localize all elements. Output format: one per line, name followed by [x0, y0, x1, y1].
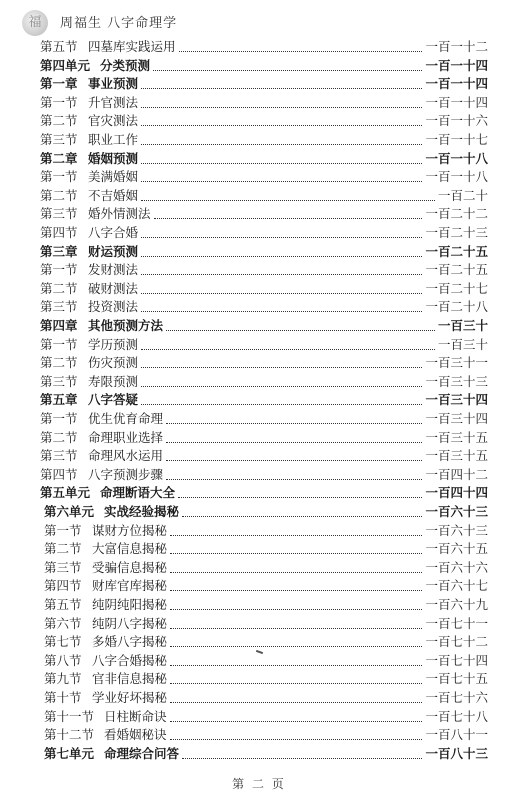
- dot-leader: [141, 106, 422, 108]
- toc-entry: [0, 689, 518, 707]
- toc-entry-title: 投资测法: [88, 299, 139, 315]
- toc-entry-number: 第一节: [40, 262, 78, 278]
- toc-entry-page: 一百六十七: [425, 578, 488, 594]
- toc-entry-number: 第四节: [44, 578, 82, 594]
- dot-leader: [141, 180, 422, 182]
- toc-entry: [0, 298, 518, 316]
- toc-entry-number: 第三节: [40, 299, 78, 315]
- dot-leader: [170, 534, 422, 536]
- toc-entry-title: 学历预测: [88, 336, 139, 352]
- toc-entry: [0, 596, 518, 614]
- toc-entry: [0, 745, 518, 763]
- dot-leader: [170, 664, 422, 666]
- toc-entry: [0, 726, 518, 744]
- toc-entry-number: 第七节: [44, 634, 82, 650]
- dot-leader: [170, 627, 422, 629]
- toc-entry-number: 第五节: [40, 39, 78, 54]
- toc-entry: [0, 75, 518, 93]
- toc-entry-number: 第一节: [40, 169, 78, 185]
- toc-entry: [0, 317, 518, 335]
- toc-entry: [0, 94, 518, 112]
- toc-entry-title: 多婚八字揭秘: [92, 634, 168, 650]
- table-of-contents: [0, 38, 518, 763]
- toc-entry-page: 一百三十五: [425, 448, 488, 464]
- toc-entry-page: 一百三十一: [425, 355, 488, 371]
- toc-entry: [0, 57, 518, 75]
- toc-entry-page: 一百二十: [437, 187, 488, 203]
- toc-entry-page: 一百六十六: [425, 559, 488, 575]
- toc-entry-page: 一百四十二: [425, 466, 488, 482]
- toc-entry-title: 官灾测法: [88, 113, 139, 129]
- toc-entry: [0, 503, 518, 521]
- toc-entry: [0, 429, 518, 447]
- toc-entry-page: 一百六十五: [425, 541, 488, 557]
- toc-entry: [0, 633, 518, 651]
- dot-leader: [141, 366, 422, 368]
- dot-leader: [141, 348, 435, 350]
- dot-leader: [141, 273, 422, 275]
- toc-entry-number: 第四节: [40, 466, 78, 482]
- toc-entry-title: 命理风水运用: [88, 448, 164, 464]
- toc-entry-page: 一百二十八: [425, 299, 488, 315]
- toc-entry: [0, 187, 518, 205]
- dot-leader: [170, 552, 422, 554]
- toc-entry-number: 第一节: [44, 522, 82, 538]
- toc-entry: [0, 708, 518, 726]
- toc-entry-page: 一百四十四: [425, 485, 488, 501]
- dot-leader: [178, 496, 422, 498]
- toc-entry-number: 第二节: [40, 429, 78, 445]
- toc-entry-number: 第九节: [44, 671, 82, 687]
- toc-entry-page: 一百二十五: [425, 243, 488, 259]
- dot-leader: [170, 608, 422, 610]
- toc-entry: [0, 540, 518, 558]
- toc-entry-title: 大富信息揭秘: [92, 541, 168, 557]
- toc-entry-number: 第六单元: [44, 504, 95, 519]
- toc-entry-number: 第八节: [44, 652, 82, 668]
- toc-entry-number: 第四节: [40, 225, 78, 240]
- toc-entry-page: 一百三十四: [425, 411, 488, 426]
- toc-entry-number: 第五章: [40, 392, 78, 408]
- toc-entry-page: 一百二十七: [425, 280, 488, 296]
- toc-entry-page: 一百一十七: [425, 132, 488, 147]
- dot-leader: [170, 701, 422, 703]
- toc-entry-title: 财运预测: [88, 243, 139, 259]
- toc-entry-number: 第三节: [40, 206, 78, 222]
- toc-entry: [0, 131, 518, 149]
- toc-entry: [0, 205, 518, 223]
- toc-entry-page: 一百八十一: [425, 727, 488, 743]
- toc-entry-title: 命理职业选择: [88, 429, 164, 445]
- dot-leader: [166, 441, 422, 443]
- toc-entry-number: 第一节: [40, 336, 78, 352]
- dot-leader: [141, 255, 422, 257]
- toc-entry: [0, 336, 518, 354]
- toc-entry: [0, 354, 518, 372]
- dot-leader: [170, 682, 422, 684]
- dot-leader: [166, 329, 435, 331]
- toc-entry-number: 第十一节: [44, 708, 95, 724]
- dot-leader: [170, 645, 422, 647]
- toc-entry-number: 第二节: [40, 187, 78, 203]
- dot-leader: [141, 236, 422, 238]
- toc-entry-page: 一百一十四: [425, 94, 488, 110]
- toc-entry-page: 一百八十三: [425, 745, 488, 761]
- toc-entry-title: 不吉婚姻: [88, 187, 139, 203]
- dot-leader: [141, 87, 422, 89]
- toc-entry-number: 第四单元: [40, 57, 91, 73]
- toc-entry-page: 一百七十二: [425, 634, 488, 650]
- toc-entry-number: 第十二节: [44, 727, 95, 743]
- toc-entry-number: 第十节: [44, 690, 82, 705]
- dot-leader: [182, 515, 422, 517]
- toc-entry-page: 一百七十一: [425, 615, 488, 631]
- toc-entry: [0, 615, 518, 633]
- toc-entry-title: 职业工作: [88, 132, 139, 147]
- dot-leader: [166, 422, 422, 424]
- dot-leader: [141, 199, 435, 201]
- publisher-seal-logo: 福: [22, 10, 48, 36]
- toc-entry-number: 第二节: [40, 113, 78, 129]
- toc-entry-title: 谋财方位揭秘: [92, 522, 168, 538]
- toc-entry: [0, 484, 518, 502]
- toc-entry-number: 第三节: [40, 373, 78, 389]
- dot-leader: [166, 478, 422, 480]
- toc-entry: [0, 559, 518, 577]
- toc-entry-page: 一百三十: [437, 318, 488, 333]
- dot-leader: [182, 757, 422, 759]
- dot-leader: [154, 217, 423, 219]
- toc-entry: [0, 243, 518, 261]
- toc-entry-page: 一百二十二: [425, 206, 488, 222]
- toc-entry: [0, 168, 518, 186]
- toc-entry-number: 第二节: [40, 280, 78, 296]
- toc-entry: [0, 577, 518, 595]
- page-number-footer: 第 二 页: [232, 777, 286, 791]
- toc-entry-number: 第三节: [40, 132, 78, 147]
- dot-leader: [170, 571, 422, 573]
- toc-entry-page: 一百二十五: [425, 262, 488, 278]
- toc-entry-title: 受骗信息揭秘: [92, 559, 168, 575]
- toc-entry-number: 第六节: [44, 615, 82, 631]
- toc-entry-title: 美满婚姻: [88, 169, 139, 185]
- toc-entry-page: 一百一十四: [425, 57, 488, 73]
- toc-entry-page: 一百一十八: [425, 150, 488, 166]
- toc-entry-title: 其他预测方法: [88, 318, 164, 333]
- dot-leader: [170, 738, 423, 740]
- toc-entry: [0, 280, 518, 298]
- toc-entry-page: 一百三十五: [425, 429, 488, 445]
- toc-entry-title: 官非信息揭秘: [92, 671, 168, 687]
- toc-entry-title: 实战经验揭秘: [104, 504, 180, 519]
- toc-entry-page: 一百一十六: [425, 113, 488, 129]
- dot-leader: [141, 403, 422, 405]
- toc-entry-page: 一百七十五: [425, 671, 488, 687]
- toc-entry-title: 破财测法: [88, 280, 139, 296]
- toc-entry-title: 事业预测: [88, 76, 139, 92]
- running-header-title: 周福生 八字命理学: [60, 16, 178, 31]
- toc-entry: [0, 224, 518, 242]
- toc-entry-title: 财库官库揭秘: [92, 578, 168, 594]
- toc-entry-title: 伤灾预测: [88, 355, 139, 371]
- toc-entry: [0, 466, 518, 484]
- toc-entry: [0, 38, 518, 56]
- toc-entry: [0, 373, 518, 391]
- toc-entry-page: 一百七十四: [425, 652, 488, 668]
- toc-entry-number: 第三节: [44, 559, 82, 575]
- dot-leader: [153, 69, 422, 71]
- dot-leader: [179, 50, 423, 52]
- dot-leader: [141, 162, 422, 164]
- toc-entry-title: 命理综合问答: [104, 745, 180, 761]
- toc-entry: [0, 391, 518, 409]
- toc-entry-title: 八字合婚: [88, 225, 139, 240]
- dot-leader: [170, 589, 422, 591]
- toc-entry: [0, 112, 518, 130]
- toc-entry-title: 纯阴纯阳揭秘: [92, 597, 168, 612]
- dot-leader: [141, 385, 422, 387]
- toc-entry-page: 一百一十二: [425, 39, 488, 54]
- dot-leader: [141, 310, 422, 312]
- toc-entry-title: 学业好坏揭秘: [92, 690, 168, 705]
- toc-entry: [0, 261, 518, 279]
- toc-entry: [0, 150, 518, 168]
- toc-entry-title: 日柱断命诀: [104, 708, 167, 724]
- toc-entry-page: 一百三十三: [425, 373, 488, 389]
- dot-leader: [141, 143, 422, 145]
- toc-entry: [0, 652, 518, 670]
- toc-entry-title: 八字预测步骤: [88, 466, 164, 482]
- toc-entry-page: 一百六十三: [425, 522, 488, 538]
- toc-entry-number: 第三节: [40, 448, 78, 464]
- toc-entry-title: 分类预测: [100, 57, 151, 73]
- toc-entry: [0, 670, 518, 688]
- toc-entry-title: 八字答疑: [88, 392, 139, 408]
- toc-entry-title: 婚外情测法: [88, 206, 151, 222]
- toc-entry-page: 一百三十: [437, 336, 488, 352]
- toc-entry-title: 寿限预测: [88, 373, 139, 389]
- toc-entry-number: 第一章: [40, 76, 78, 92]
- dot-leader: [141, 292, 422, 294]
- toc-entry-page: 一百一十四: [425, 76, 488, 92]
- dot-leader: [166, 459, 422, 461]
- toc-entry-title: 优生优育命理: [88, 411, 164, 426]
- toc-entry-page: 一百一十八: [425, 169, 488, 185]
- toc-entry-title: 发财测法: [88, 262, 139, 278]
- page-header: [0, 0, 518, 38]
- toc-entry-title: 升官测法: [88, 94, 139, 110]
- toc-entry-number: 第四章: [40, 318, 78, 333]
- toc-entry-page: 一百三十四: [425, 392, 488, 408]
- toc-entry-number: 第二章: [40, 150, 78, 166]
- toc-entry: [0, 410, 518, 428]
- toc-entry-number: 第七单元: [44, 745, 95, 761]
- toc-entry-number: 第三章: [40, 243, 78, 259]
- toc-entry-page: 一百七十八: [425, 708, 488, 724]
- toc-entry-title: 看婚姻秘诀: [104, 727, 167, 743]
- toc-entry-number: 第一节: [40, 411, 78, 426]
- toc-entry-page: 一百二十三: [425, 225, 488, 240]
- toc-entry-number: 第五节: [44, 597, 82, 612]
- toc-entry-number: 第二节: [44, 541, 82, 557]
- toc-entry-title: 四墓库实践运用: [88, 39, 176, 54]
- toc-entry: [0, 522, 518, 540]
- toc-entry-number: 第五单元: [40, 485, 91, 501]
- toc-entry-page: 一百七十六: [425, 690, 488, 705]
- toc-entry-title: 命理断语大全: [100, 485, 176, 501]
- toc-entry: [0, 447, 518, 465]
- toc-entry-number: 第二节: [40, 355, 78, 371]
- toc-entry-number: 第一节: [40, 94, 78, 110]
- toc-entry-title: 纯阴八字揭秘: [92, 615, 168, 631]
- toc-entry-page: 一百六十三: [425, 504, 488, 519]
- toc-entry-title: 婚姻预测: [88, 150, 139, 166]
- dot-leader: [170, 720, 423, 722]
- toc-entry-title: 八字合婚揭秘: [92, 652, 168, 668]
- toc-entry-page: 一百六十九: [425, 597, 488, 612]
- dot-leader: [141, 124, 422, 126]
